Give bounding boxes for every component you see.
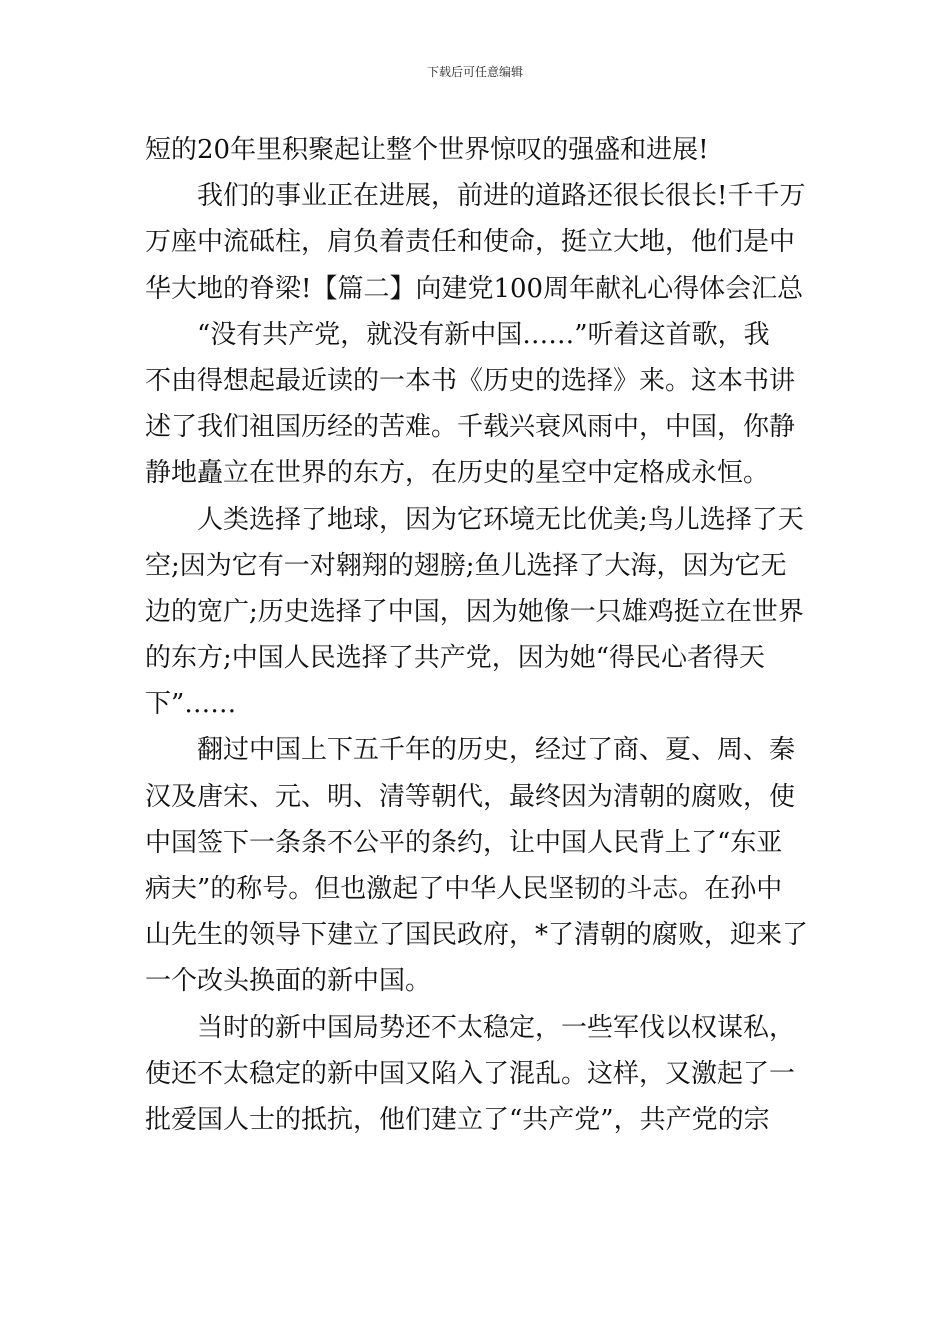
text-line: 一个改头换面的新中国。 xyxy=(145,966,432,997)
text-line: 翻过中国上下五千年的历史，经过了商、夏、周、秦 xyxy=(197,735,796,766)
text-line: 病夫”的称号。但也激起了中华人民坚韧的斗志。在孙中 xyxy=(145,874,783,904)
text-line: 万座中流砥柱，肩负着责任和使命，挺立大地，他们是中 xyxy=(145,227,796,258)
text-line: 短的20年里积聚起让整个世界惊叹的强盛和进展! xyxy=(145,135,709,165)
text-line: 华大地的脊梁!【篇二】向建党100周年献礼心得体会汇总 xyxy=(145,273,804,304)
text-line: 批爱国人士的抵抗，他们建立了“共产党”，共产党的宗 xyxy=(145,1104,770,1135)
text-line: 空;因为它有一对翱翔的翅膀;鱼儿选择了大海，因为它无 xyxy=(145,550,787,581)
text-line: 汉及唐宋、元、明、清等朝代，最终因为清朝的腐败，使 xyxy=(145,781,796,812)
text-line: 中国签下一条条不公平的条约，让中国人民背上了“东亚 xyxy=(145,827,783,858)
text-line: 我们的事业正在进展，前进的道路还很长很长!千千万 xyxy=(197,181,806,212)
text-line: 下”…… xyxy=(145,689,237,720)
text-line: 使还不太稳定的新中国又陷入了混乱。这样，又激起了一 xyxy=(145,1058,796,1089)
text-line: 人类选择了地球，因为它环境无比优美;鸟儿选择了天 xyxy=(197,504,804,535)
text-line: 边的宽广;历史选择了中国，因为她像一只雄鸡挺立在世界 xyxy=(145,596,804,627)
text-line: 山先生的领导下建立了国民政府，*了清朝的腐败，迎来了 xyxy=(145,920,809,951)
page-header: 下载后可任意编辑 xyxy=(426,65,523,79)
text-line: 的东方;中国人民选择了共产党，因为她“得民心者得天 xyxy=(145,643,766,674)
text-line: 静地矗立在世界的东方，在历史的星空中定格成永恒。 xyxy=(145,458,770,489)
text-line: 不由得想起最近读的一本书《历史的选择》来。这本书讲 xyxy=(145,365,796,396)
text-line: “没有共产党，就没有新中国……”听着这首歌，我 xyxy=(197,319,770,350)
document-body xyxy=(145,127,810,1143)
text-line: 当时的新中国局势还不太稳定，一些军伐以权谋私， xyxy=(197,1012,796,1043)
text-line: 述了我们祖国历经的苦难。千载兴衰风雨中，中国，你静 xyxy=(145,412,796,443)
